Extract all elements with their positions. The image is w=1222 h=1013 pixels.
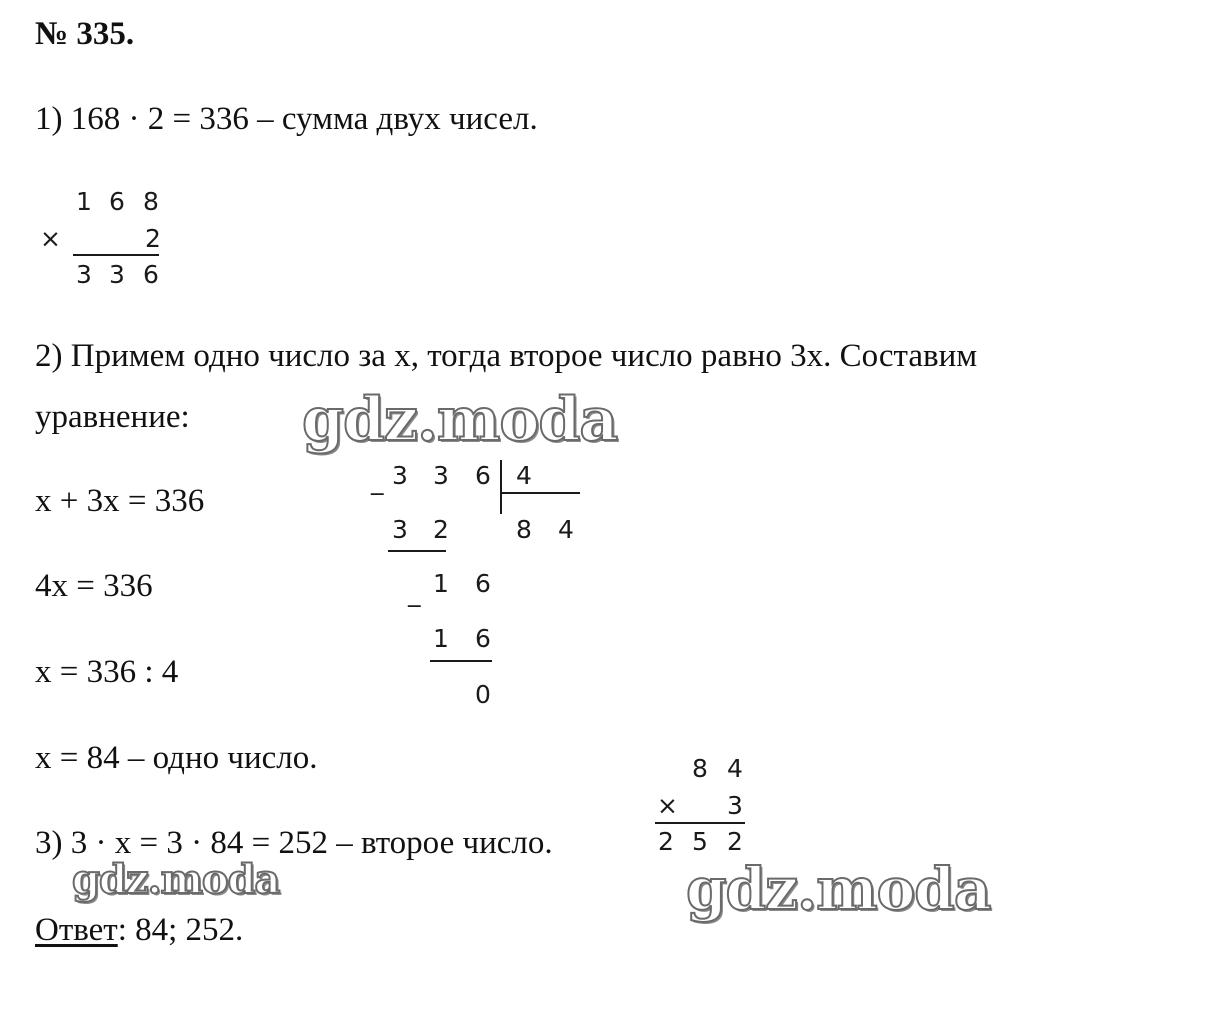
result-line (655, 822, 745, 824)
answer-label: Ответ (35, 912, 118, 948)
step-1: 1) 168 · 2 = 336 – сумма двух чисел. (35, 101, 538, 137)
digit: 2 (727, 827, 743, 856)
digit: 2 (658, 827, 674, 856)
multiply-sign: × (657, 791, 678, 820)
digit: 1 (76, 187, 92, 216)
step-3: 3) 3 · x = 3 · 84 = 252 – второе число. (35, 825, 553, 861)
step-2-line-2: уравнение: (35, 399, 190, 435)
watermark: gdz.moda (302, 385, 618, 455)
watermark: gdz.moda (72, 856, 280, 903)
equation-2: 4x = 336 (35, 568, 153, 604)
digit: 8 (692, 754, 708, 783)
quotient-digit: 4 (558, 515, 574, 544)
division-bar (500, 460, 502, 514)
digit: 2 (145, 224, 161, 253)
digit: 6 (143, 260, 159, 289)
minus-sign: _ (408, 578, 421, 607)
answer (35, 914, 243, 947)
quotient-digit: 8 (516, 515, 532, 544)
subtract-line (430, 660, 492, 662)
digit: 2 (433, 515, 449, 544)
equation-1: x + 3x = 336 (35, 483, 205, 519)
problem-number: № 335. (35, 16, 135, 52)
digit: 3 (392, 515, 408, 544)
subtract-line (388, 550, 446, 552)
digit: 1 (433, 624, 449, 653)
digit: 3 (76, 260, 92, 289)
digit: 6 (109, 187, 125, 216)
quotient-line (502, 492, 580, 494)
digit: 4 (727, 754, 743, 783)
multiply-sign: × (40, 224, 61, 253)
digit: 5 (692, 827, 708, 856)
result-line (73, 254, 159, 256)
step-2-line-1: 2) Примем одно число за x, тогда второе число равно 3x. Составим (35, 338, 978, 374)
digit: 1 (433, 569, 449, 598)
equation-3: x = 336 : 4 (35, 654, 179, 690)
digit: 3 (109, 260, 125, 289)
digit: 6 (475, 624, 491, 653)
digit: 3 (433, 461, 449, 490)
answer-value: : 84; 252. (117, 912, 244, 948)
digit: 8 (143, 187, 159, 216)
digit: 3 (392, 461, 408, 490)
digit: 6 (475, 569, 491, 598)
watermark: gdz.moda (686, 855, 991, 923)
digit: 0 (475, 680, 491, 709)
digit: 6 (475, 461, 491, 490)
divisor: 4 (516, 461, 532, 490)
equation-4: x = 84 – одно число. (35, 740, 318, 776)
minus-sign: _ (371, 466, 384, 495)
digit: 3 (727, 791, 743, 820)
